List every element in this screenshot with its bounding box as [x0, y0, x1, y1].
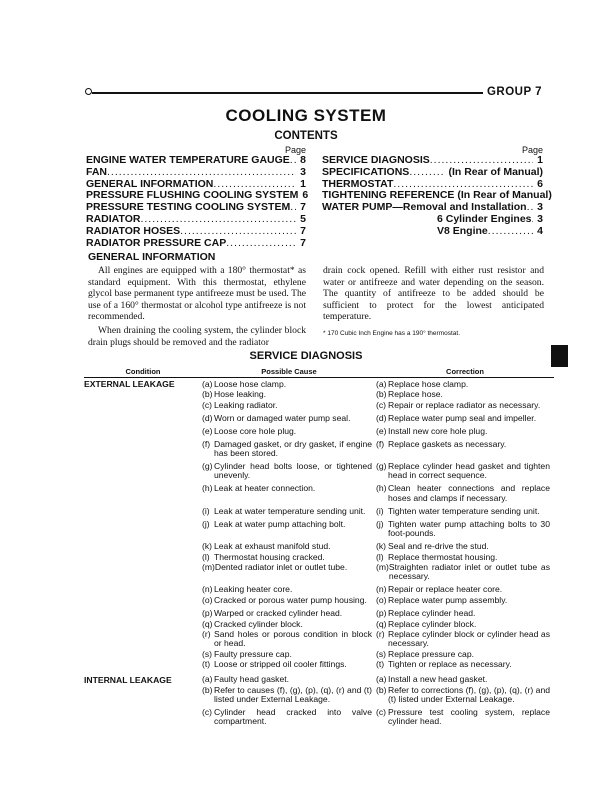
- toc-entry: [86, 226, 306, 238]
- correction-cell: [376, 563, 554, 581]
- toc-entry-label: RADIATOR HOSES: [86, 224, 181, 237]
- general-paragraph: All engines are equipped with a 180° thermostat* as standard equipment. With this thermostat, ethylene glycol base permanent type antifreeze must be used. The use of a 160° thermostat or alcohol type antifreeze is not recommended.: [88, 265, 306, 323]
- toc-entry-label: THERMOSTAT: [322, 177, 394, 190]
- cause-text: Dented radiator inlet or outlet tube.: [214, 562, 348, 573]
- cause-cell: [202, 708, 376, 726]
- correction-text: Replace water pump assembly.: [388, 594, 508, 605]
- correction-letter: (m): [376, 562, 389, 573]
- cause-text: Refer to causes (f), (g), (p), (q), (r) and (t) listed under External Leakage.: [214, 684, 372, 704]
- general-paragraph: drain cock opened. Refill with either rust resistor and water or antifreeze and water depending on the season. The quantity of antifreeze to be added should be sufficient to protect for the lowest anticipated temperature.: [323, 265, 544, 323]
- cause-letter: (f): [202, 439, 211, 450]
- cause-cell: [202, 542, 376, 551]
- correction-letter: (f): [376, 439, 385, 450]
- correction-text: Replace cylinder head.: [388, 607, 476, 618]
- cause-text: Loose core hole plug.: [214, 425, 297, 436]
- table-row: [202, 401, 554, 410]
- correction-text: Replace water pump seal and impeller.: [388, 412, 537, 423]
- correction-cell: [376, 380, 554, 389]
- correction-cell: [376, 542, 554, 551]
- cause-text: Loose hose clamp.: [214, 378, 287, 389]
- cause-cell: [202, 563, 376, 581]
- cause-letter: (n): [202, 584, 213, 595]
- cause-cell: [202, 507, 376, 516]
- service-diagnosis-title: SERVICE DIAGNOSIS: [249, 350, 363, 362]
- correction-letter: (r): [376, 629, 385, 640]
- diagnosis-rows: [202, 378, 554, 669]
- cause-letter: (a): [202, 378, 213, 389]
- correction-letter: (a): [376, 378, 387, 389]
- table-row: [202, 675, 554, 684]
- toc-entry-page: 1: [300, 177, 306, 190]
- toc-left-column: [86, 145, 309, 249]
- correction-letter: (b): [376, 389, 387, 400]
- toc-entry-page: (In Rear of Manual): [448, 165, 543, 178]
- cause-letter: (s): [202, 648, 213, 659]
- correction-cell: [376, 440, 554, 458]
- cause-text: Leak at exhaust manifold stud.: [214, 540, 331, 551]
- correction-text: Refer to corrections (f), (g), (p), (q), (r) and (t) listed under External Leakage.: [388, 684, 550, 704]
- correction-cell: [376, 520, 554, 538]
- toc-entry-page: 1: [537, 154, 543, 166]
- table-row: [202, 630, 554, 648]
- cause-letter: (c): [202, 399, 213, 410]
- contents-title: CONTENTS: [274, 130, 338, 142]
- cause-letter: (b): [202, 684, 213, 695]
- table-row: [202, 596, 554, 605]
- correction-cell: [376, 390, 554, 399]
- cause-cell: [202, 440, 376, 458]
- table-row: [202, 660, 554, 669]
- cause-text: Leak at heater connection.: [214, 483, 316, 494]
- cause-cell: [202, 660, 376, 669]
- cause-text: Leaking heater core.: [214, 584, 293, 595]
- cause-letter: (p): [202, 607, 213, 618]
- cause-cell: [202, 462, 376, 480]
- header-ring-icon: [85, 88, 92, 95]
- toc-entry-page: 5: [300, 212, 306, 225]
- cause-cell: [202, 401, 376, 410]
- section-thumb-tab: [551, 345, 568, 367]
- cause-text: Hose leaking.: [214, 389, 267, 400]
- thermostat-footnote: * 170 Cubic Inch Engine has a 190° thermostat.: [323, 330, 461, 337]
- cause-text: Leaking radiator.: [214, 399, 278, 410]
- cause-cell: [202, 380, 376, 389]
- correction-letter: (c): [376, 399, 387, 410]
- correction-cell: [376, 553, 554, 562]
- cause-letter: (h): [202, 483, 213, 494]
- general-information-heading: GENERAL INFORMATION: [88, 251, 216, 263]
- correction-letter: (t): [376, 659, 385, 670]
- correction-cell: [376, 401, 554, 410]
- correction-letter: (i): [376, 505, 384, 516]
- cause-text: Faulty head gasket.: [214, 674, 290, 685]
- toc-entry-page: 6: [302, 189, 309, 202]
- toc-leader-dots: [226, 238, 296, 250]
- table-row: [202, 563, 554, 581]
- diagnosis-group: [84, 378, 554, 669]
- cause-text: Warped or cracked cylinder head.: [214, 607, 343, 618]
- cause-text: Cylinder head cracked into valve compartment.: [214, 706, 372, 726]
- toc-entry: [86, 167, 306, 179]
- cause-cell: [202, 686, 376, 704]
- table-row: [202, 462, 554, 480]
- correction-letter: (d): [376, 412, 387, 423]
- toc-entry-page: 7: [300, 236, 306, 249]
- cause-cell: [202, 484, 376, 502]
- cause-cell: [202, 609, 376, 618]
- cause-letter: (t): [202, 659, 211, 670]
- table-row: [202, 390, 554, 399]
- toc-entry-label: SERVICE DIAGNOSIS: [322, 154, 430, 166]
- toc-entry-label: ENGINE WATER TEMPERATURE GAUGE: [86, 154, 290, 166]
- correction-text: Pressure test cooling system, replace cylinder head.: [388, 706, 550, 726]
- toc-entry-label: V8 Engine: [437, 224, 488, 237]
- cause-letter: (m): [202, 562, 215, 573]
- cause-text: Leak at water temperature sending unit.: [214, 505, 366, 516]
- cause-text: Loose or stripped oil cooler fittings.: [214, 659, 347, 670]
- cause-letter: (d): [202, 412, 213, 423]
- correction-cell: [376, 650, 554, 659]
- correction-cell: [376, 675, 554, 684]
- cause-letter: (l): [202, 551, 210, 562]
- table-row: [202, 609, 554, 618]
- cause-letter: (c): [202, 706, 213, 717]
- diagnosis-table: [84, 367, 554, 726]
- correction-letter: (c): [376, 706, 387, 717]
- cause-cell: [202, 427, 376, 436]
- cause-cell: [202, 520, 376, 538]
- cause-text: Damaged gasket, or dry gasket, if engine has been stored.: [214, 439, 372, 459]
- toc-entry: [86, 155, 306, 167]
- toc-leader-dots: [107, 167, 296, 179]
- correction-text: Install a new head gasket.: [388, 674, 488, 685]
- correction-text: Replace gaskets as necessary.: [388, 439, 507, 450]
- toc-page-header: Page: [521, 145, 543, 155]
- correction-text: Replace cylinder block.: [388, 618, 477, 629]
- condition-label: INTERNAL LEAKAGE: [84, 674, 172, 685]
- cause-letter: (b): [202, 389, 213, 400]
- cause-text: Faulty pressure cap.: [214, 648, 292, 659]
- table-row: [202, 520, 554, 538]
- cause-letter: (j): [202, 518, 210, 529]
- diagnosis-table-body: [84, 378, 554, 726]
- correction-cell: [376, 630, 554, 648]
- correction-letter: (s): [376, 648, 387, 659]
- cause-letter: (r): [202, 629, 211, 640]
- page-title: COOLING SYSTEM: [225, 106, 387, 125]
- table-row: [202, 380, 554, 389]
- toc-entry-label: 6 Cylinder Engines: [437, 212, 532, 225]
- condition-label: EXTERNAL LEAKAGE: [84, 379, 175, 390]
- cause-letter: (a): [202, 674, 213, 685]
- table-row: [202, 427, 554, 436]
- toc-entry-page: 4: [537, 224, 543, 237]
- table-row: [202, 507, 554, 516]
- toc-entry-page: 3: [300, 165, 306, 178]
- correction-cell: [376, 507, 554, 516]
- correction-text: Repair or replace heater core.: [388, 584, 503, 595]
- correction-cell: [376, 596, 554, 605]
- correction-letter: (o): [376, 594, 387, 605]
- correction-text: Replace pressure cap.: [388, 648, 474, 659]
- correction-letter: (h): [376, 483, 387, 494]
- correction-text: Tighten water temperature sending unit.: [388, 505, 540, 516]
- correction-letter: (p): [376, 607, 387, 618]
- correction-letter: (b): [376, 684, 387, 695]
- toc-entry-page: 8: [300, 154, 306, 166]
- toc-entry-label: PRESSURE FLUSHING COOLING SYSTEM: [86, 189, 299, 202]
- cause-cell: [202, 390, 376, 399]
- cause-text: Cracked or porous water pump housing.: [214, 594, 367, 605]
- group-label: GROUP 7: [483, 86, 542, 98]
- toc-entry-label: PRESSURE TESTING COOLING SYSTEM: [86, 201, 291, 214]
- table-row: [202, 585, 554, 594]
- cause-text: Leak at water pump attaching bolt.: [214, 518, 346, 529]
- correction-text: Install new core hole plug.: [388, 425, 488, 436]
- column-header-cause: Possible Cause: [261, 367, 317, 376]
- toc-right-column: [322, 145, 552, 238]
- correction-text: Seal and re-drive the stud.: [388, 540, 489, 551]
- correction-letter: (g): [376, 461, 387, 472]
- diagnosis-rows: [202, 674, 554, 726]
- cause-cell: [202, 585, 376, 594]
- cause-cell: [202, 414, 376, 423]
- correction-cell: [376, 585, 554, 594]
- correction-letter: (l): [376, 551, 384, 562]
- correction-cell: [376, 427, 554, 436]
- correction-letter: (k): [376, 540, 387, 551]
- correction-text: Replace cylinder head gasket and tighten head in correct sequence.: [388, 461, 550, 481]
- cause-text: Cracked cylinder block.: [214, 618, 303, 629]
- cause-letter: (o): [202, 594, 213, 605]
- toc-entry: [86, 214, 306, 226]
- toc-entry-label: RADIATOR: [86, 212, 141, 225]
- correction-text: Replace hose clamp.: [388, 378, 469, 389]
- cause-letter: (i): [202, 505, 210, 516]
- cause-letter: (k): [202, 540, 213, 551]
- correction-text: Repair or replace radiator as necessary.: [388, 399, 541, 410]
- toc-entry-label: GENERAL INFORMATION: [86, 177, 214, 190]
- cause-letter: (q): [202, 618, 213, 629]
- correction-letter: (e): [376, 425, 387, 436]
- correction-text: Replace cylinder block or cylinder head as necessary.: [388, 629, 550, 649]
- table-row: [202, 686, 554, 704]
- toc-entry: [322, 167, 543, 179]
- correction-cell: [376, 484, 554, 502]
- table-row: [202, 553, 554, 562]
- correction-text: Tighten or replace as necessary.: [388, 659, 512, 670]
- toc-entry-label: TIGHTENING REFERENCE (In Rear of Manual): [322, 189, 552, 202]
- toc-leader-dots: [488, 226, 533, 238]
- cause-cell: [202, 620, 376, 629]
- toc-leader-dots: [140, 214, 296, 226]
- cause-cell: [202, 650, 376, 659]
- toc-page-header: Page: [284, 145, 306, 155]
- cause-text: Worn or damaged water pump seal.: [214, 412, 351, 423]
- cause-text: Sand holes or porous condition in block or head.: [214, 629, 372, 649]
- correction-text: Replace hose.: [388, 389, 443, 400]
- cause-cell: [202, 553, 376, 562]
- table-row: [202, 440, 554, 458]
- correction-cell: [376, 462, 554, 480]
- toc-leader-dots: [409, 167, 444, 179]
- toc-entry: [322, 226, 543, 238]
- diagnosis-group: [84, 674, 554, 726]
- table-row: [202, 484, 554, 502]
- table-row: [202, 542, 554, 551]
- cause-letter: (g): [202, 461, 213, 472]
- column-header-condition: Condition: [125, 367, 161, 376]
- cause-text: Thermostat housing cracked.: [214, 551, 325, 562]
- cause-cell: [202, 596, 376, 605]
- general-left-column: [88, 265, 306, 348]
- toc-entry-page: 7: [300, 201, 306, 214]
- correction-cell: [376, 620, 554, 629]
- table-row: [202, 650, 554, 659]
- correction-text: Tighten water pump attaching bolts to 30 foot-pounds.: [388, 518, 550, 538]
- correction-letter: (a): [376, 674, 387, 685]
- toc-entry-label: FAN: [86, 165, 107, 178]
- correction-cell: [376, 660, 554, 669]
- toc-entry: [322, 214, 543, 226]
- correction-text: Straighten radiator inlet or outlet tube as necessary.: [388, 562, 550, 582]
- toc-entry-page: 6: [537, 177, 543, 190]
- toc-leader-dots: [180, 226, 296, 238]
- toc-entry-label: SPECIFICATIONS: [322, 165, 410, 178]
- cause-text: Cylinder head bolts loose, or tightened unevenly.: [214, 461, 372, 481]
- toc-entry-page: 3: [537, 212, 543, 225]
- toc-entry-page: 3: [537, 201, 543, 214]
- correction-text: Clean heater connections and replace hoses and clamps if necessary.: [388, 483, 550, 503]
- toc-entry-label: RADIATOR PRESSURE CAP: [86, 236, 227, 249]
- header-rule: [92, 92, 534, 94]
- column-header-correction: Correction: [446, 367, 484, 376]
- cause-letter: (e): [202, 425, 213, 436]
- toc-entry-label: WATER PUMP—Removal and Installation: [322, 201, 527, 214]
- cause-cell: [202, 675, 376, 684]
- general-paragraph: When draining the cooling system, the cylinder block drain plugs should be removed and the radiator: [88, 324, 306, 348]
- correction-cell: [376, 708, 554, 726]
- cause-cell: [202, 630, 376, 648]
- general-right-column: [323, 265, 544, 323]
- correction-cell: [376, 609, 554, 618]
- correction-letter: (q): [376, 618, 387, 629]
- correction-cell: [376, 686, 554, 704]
- toc-entry-page: 7: [300, 224, 306, 237]
- table-row: [202, 414, 554, 423]
- correction-cell: [376, 414, 554, 423]
- diagnosis-table-header: [84, 367, 554, 378]
- table-row: [202, 708, 554, 726]
- table-row: [202, 620, 554, 629]
- toc-entry: [86, 238, 306, 250]
- correction-letter: (n): [376, 584, 387, 595]
- correction-letter: (j): [376, 518, 384, 529]
- correction-text: Replace thermostat housing.: [388, 551, 498, 562]
